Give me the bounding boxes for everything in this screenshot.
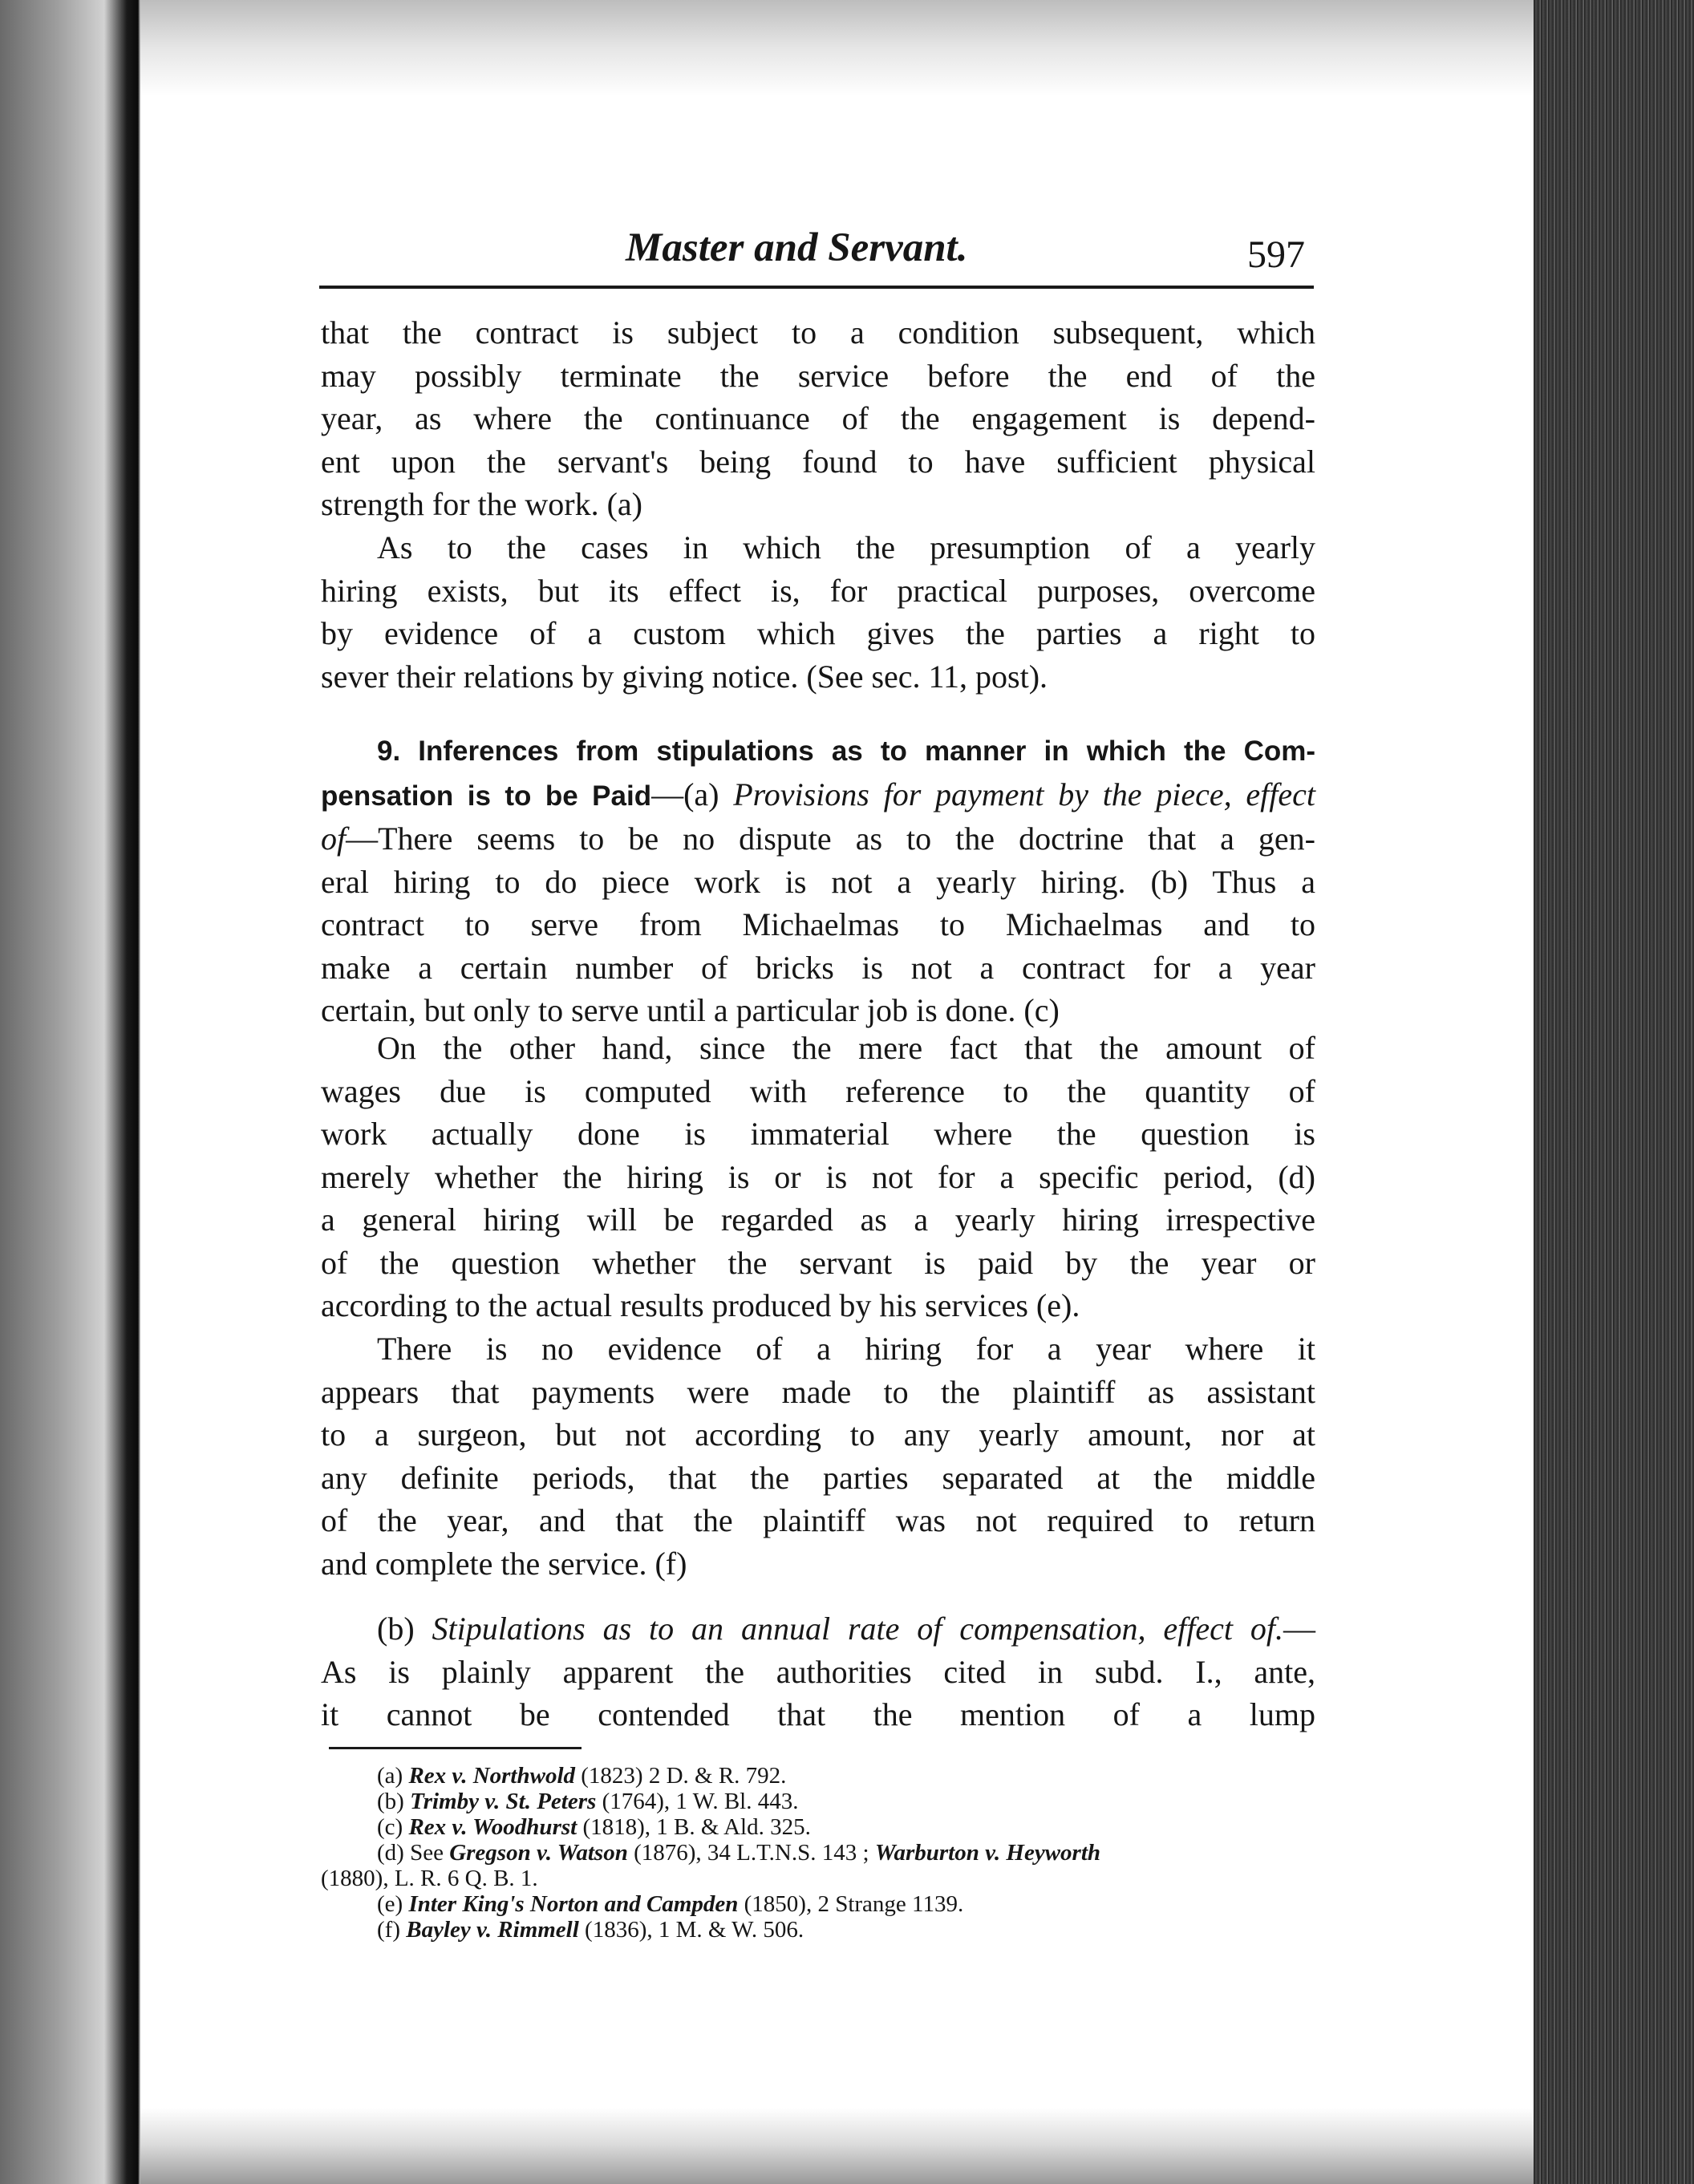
subsection-title: Stipulations as to an annual rate of compensation, effect of. [432, 1611, 1284, 1647]
footnote-mark: (b) [377, 1789, 404, 1814]
text-line: There is no evidence of a hiring for a year where it [377, 1331, 1315, 1367]
citation: (1836), 1 M. & W. 506. [578, 1917, 804, 1943]
text-line: any definite periods, that the parties separated at the middle [321, 1459, 1315, 1496]
footnote-prefix: See [403, 1840, 450, 1866]
footnote [321, 1917, 1327, 1943]
page-number: 597 [1247, 233, 1305, 276]
header-rule [319, 286, 1314, 289]
subsection-title: Provisions for payment by the piece, effect [733, 776, 1315, 812]
citation: (1764), 1 W. Bl. 443. [596, 1789, 799, 1814]
footnote-mark: (f) [377, 1917, 400, 1943]
text-line: On the other hand, since the mere fact that the amount of [377, 1030, 1315, 1066]
paragraph-other-hand [321, 1027, 1315, 1327]
footnote-mark: (d) [377, 1840, 404, 1866]
case-name: Gregson v. Watson [449, 1840, 628, 1866]
paragraph-continuation [321, 311, 1315, 526]
footnote-continuation: (1880), L. R. 6 Q. B. 1. [321, 1866, 538, 1891]
text-line: make a certain number of bricks is not a contract for a year [321, 949, 1315, 986]
text-line-rest: —There seems to be no dispute as to the doctrine that a gen- [346, 821, 1315, 857]
footnote [321, 1763, 1327, 1789]
subsection-marker: (b) [377, 1611, 432, 1647]
text-line: it cannot be contended that the mention of a lump [321, 1696, 1315, 1732]
text-line: work actually done is immaterial where the question is [321, 1116, 1315, 1152]
text-line: As is plainly apparent the authorities cited in subd. I., ante, [321, 1653, 1315, 1690]
citation: (1876), 34 L.T.N.S. 143 ; [627, 1840, 875, 1866]
text-line: eral hiring to do piece work is not a yearly hiring. (b) Thus a [321, 863, 1315, 900]
case-name: Warburton v. Heyworth [874, 1840, 1101, 1866]
subsection-marker: —(a) [651, 776, 734, 812]
scan-edge-shadow [1534, 0, 1694, 2184]
footnote-rule [329, 1747, 582, 1749]
text-line: ent upon the servant's being found to have sufficient physical [321, 443, 1315, 480]
scan-gutter-shadow [0, 0, 140, 2184]
citation: (1850), 2 Strange 1139. [738, 1891, 964, 1917]
text-line: to a surgeon, but not according to any yearly amount, nor at [321, 1416, 1315, 1453]
footnote [321, 1814, 1327, 1840]
text-line [321, 817, 1315, 861]
section-9 [321, 728, 1315, 1032]
footnotes [321, 1763, 1327, 1943]
scan-top-shadow [140, 0, 1534, 96]
text-line: may possibly terminate the service before the end of the [321, 357, 1315, 394]
case-name: Inter King's Norton and Campden [408, 1891, 739, 1917]
text-line: contract to serve from Michaelmas to Michaelmas and to [321, 906, 1315, 942]
citation: (1818), 1 B. & Ald. 325. [577, 1814, 811, 1840]
subsection-heading-line [321, 1607, 1315, 1651]
case-name: Rex v. Woodhurst [408, 1814, 578, 1840]
text-line: merely whether the hiring is or is not for a specific period, (d) [321, 1158, 1315, 1195]
section-heading-line [321, 728, 1315, 773]
section-heading: 9. Inferences from stipulations as to manner in which the Com- [377, 735, 1315, 767]
text-line: according to the actual results produced by his services (e). [321, 1287, 1080, 1323]
text-line: certain, but only to serve until a particular job is done. (c) [321, 992, 1060, 1028]
footnote [321, 1891, 1327, 1917]
citation: (1823) 2 D. & R. 792. [575, 1763, 787, 1789]
text-line: hiring exists, but its effect is, for practical purposes, overcome [321, 572, 1315, 609]
paragraph-annual-rate [321, 1607, 1315, 1736]
footnote-mark: (e) [377, 1891, 403, 1917]
footnote-mark: (a) [377, 1763, 403, 1789]
text-line: sever their relations by giving notice. (See sec. 11, post). [321, 658, 1048, 695]
subsection-title-cont: of [321, 821, 346, 857]
case-name: Bayley v. Rimmell [406, 1917, 579, 1943]
text-line: by evidence of a custom which gives the parties a right to [321, 615, 1315, 651]
paragraph-no-evidence [321, 1327, 1315, 1585]
section-heading-cont: pensation is to be Paid [321, 780, 652, 812]
paragraph-presumption [321, 526, 1315, 698]
footnote [321, 1840, 1327, 1866]
case-name: Trimby v. St. Peters [410, 1789, 597, 1814]
text-line: wages due is computed with reference to the quantity of [321, 1072, 1315, 1109]
text-line: of the question whether the servant is paid by the year or [321, 1244, 1315, 1281]
text-line: year, as where the continuance of the engagement is depend- [321, 400, 1315, 436]
text-line: a general hiring will be regarded as a yearly hiring irrespective [321, 1201, 1315, 1238]
text-line: of the year, and that the plaintiff was not required to return [321, 1502, 1315, 1538]
footnote-mark: (c) [377, 1814, 403, 1840]
text-line: appears that payments were made to the plaintiff as assistant [321, 1373, 1315, 1410]
scan-bottom-shadow [140, 2108, 1534, 2184]
text-line: strength for the work. (a) [321, 486, 642, 522]
section-heading-line [321, 773, 1315, 818]
dash: — [1283, 1611, 1316, 1647]
text-line: and complete the service. (f) [321, 1545, 687, 1582]
running-header-title: Master and Servant. [626, 225, 968, 270]
case-name: Rex v. Northwold [408, 1763, 576, 1789]
text-line: As to the cases in which the presumption of a yearly [377, 529, 1315, 565]
text-line: that the contract is subject to a condition subsequent, which [321, 314, 1315, 350]
footnote [321, 1789, 1327, 1814]
